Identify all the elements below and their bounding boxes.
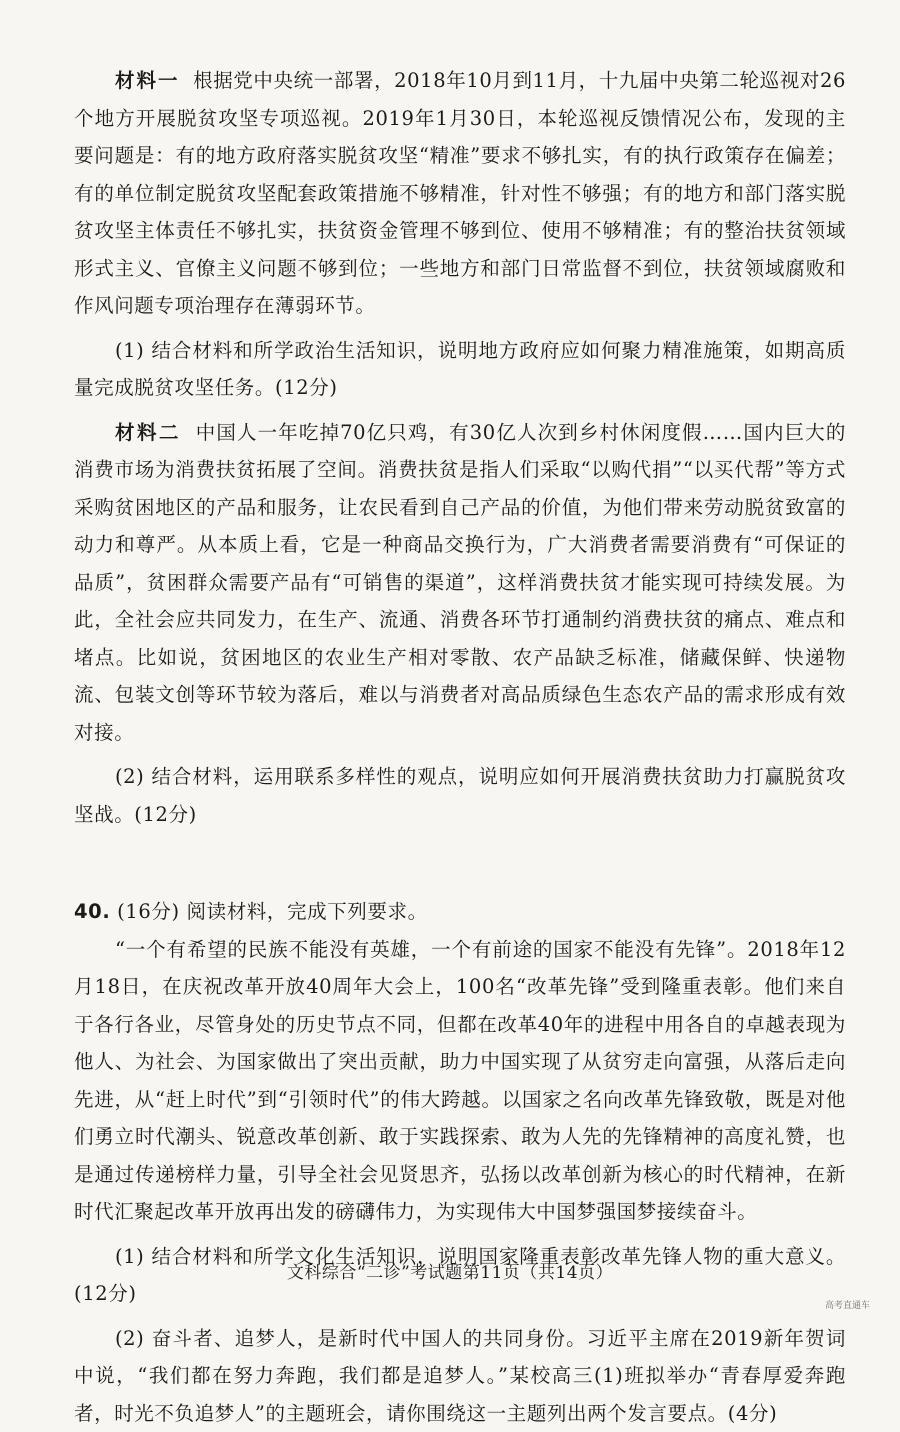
material-2 <box>74 414 846 752</box>
question-gap <box>74 833 846 893</box>
corner-watermark: 高考直通车 <box>825 1298 870 1311</box>
material-2-text: 中国人一年吃掉70亿只鸡，有30亿人次到乡村休闲度假……国内巨大的消费市场为消费扶贫拓展了空间。消费扶贫是指人们采取“以购代捐”“以买代帮”等方式采购贫困地区的产品和服务，让农民看到自己产品的价值，为他们带来劳动脱贫致富的动力和尊严。从本质上看，它是一种商品交换行为，广大消费者需要消费有“可保证的品质”，贫困群众需要产品有“可销售的渠道”，这样消费扶贫才能实现可持续发展。为此，全社会应共同发力，在生产、流通、消费各环节打通制约消费扶贫的痛点、难点和堵点。比如说，贫困地区的农业生产相对零散、农产品缺乏标准，储藏保鲜、快递物流、包装文创等环节较为落后，难以与消费者对高品质绿色生态农产品的需求形成有效对接。 <box>74 421 846 744</box>
question-40-2: (2) 奋斗者、追梦人，是新时代中国人的共同身份。习近平主席在2019新年贺词中说，“我们都在努力奔跑，我们都是追梦人。”某校高三(1)班拟举办“青春厚爱奔跑者，时光不负追梦人”的主题班会，请你围绕这一主题列出两个发言要点。(4分) <box>74 1320 846 1432</box>
material-1 <box>74 62 846 325</box>
question-39-1: (1) 结合材料和所学政治生活知识，说明地方政府应如何聚力精准施策，如期高质量完成脱贫攻坚任务。(12分) <box>74 332 846 407</box>
question-40-heading <box>74 893 846 931</box>
question-39-2: (2) 结合材料，运用联系多样性的观点，说明应如何开展消费扶贫助力打赢脱贫攻坚战。(12分) <box>74 758 846 833</box>
question-40-intro: (16分) 阅读材料，完成下列要求。 <box>117 900 428 923</box>
exam-page <box>74 62 846 1432</box>
material-1-label: 材料一 <box>115 69 180 92</box>
material-1-text: 根据党中央统一部署，2018年10月到11月，十九届中央第二轮巡视对26个地方开展脱贫攻坚专项巡视。2019年1月30日，本轮巡视反馈情况公布，发现的主要问题是：有的地方政府落实脱贫攻坚“精准”要求不够扎实，有的执行政策存在偏差；有的单位制定脱贫攻坚配套政策措施不够精准，针对性不够强；有的地方和部门落实脱贫攻坚主体责任不够扎实，扶贫资金管理不够到位、使用不够精准；有的整治扶贫领域形式主义、官僚主义问题不够到位；一些地方和部门日常监督不到位，扶贫领域腐败和作风问题专项治理存在薄弱环节。 <box>74 69 846 317</box>
material-2-label: 材料二 <box>115 421 181 444</box>
question-40-number: 40. <box>74 900 110 923</box>
page-footer: 文科综合“二诊”考试题第11页（共14页） <box>0 1258 900 1283</box>
question-40-material: “一个有希望的民族不能没有英雄，一个有前途的国家不能没有先锋”。2018年12月18日，在庆祝改革开放40周年大会上，100名“改革先锋”受到隆重表彰。他们来自于各行各业，尽管身处的历史节点不同，但都在改革40年的进程中用各自的卓越表现为他人、为社会、为国家做出了突出贡献，助力中国实现了从贫穷走向富强，从落后走向先进，从“赶上时代”到“引领时代”的伟大跨越。以国家之名向改革先锋致敬，既是对他们勇立时代潮头、锐意改革创新、敢于实践探索、敢为人先的先锋精神的高度礼赞，也是通过传递榜样力量，引导全社会见贤思齐，弘扬以改革创新为核心的时代精神，在新时代汇聚起改革开放再出发的磅礴伟力，为实现伟大中国梦强国梦接续奋斗。 <box>74 931 846 1231</box>
question-40-1: (1) 结合材料和所学文化生活知识，说明国家隆重表彰改革先锋人物的重大意义。(12分) <box>74 1238 846 1313</box>
